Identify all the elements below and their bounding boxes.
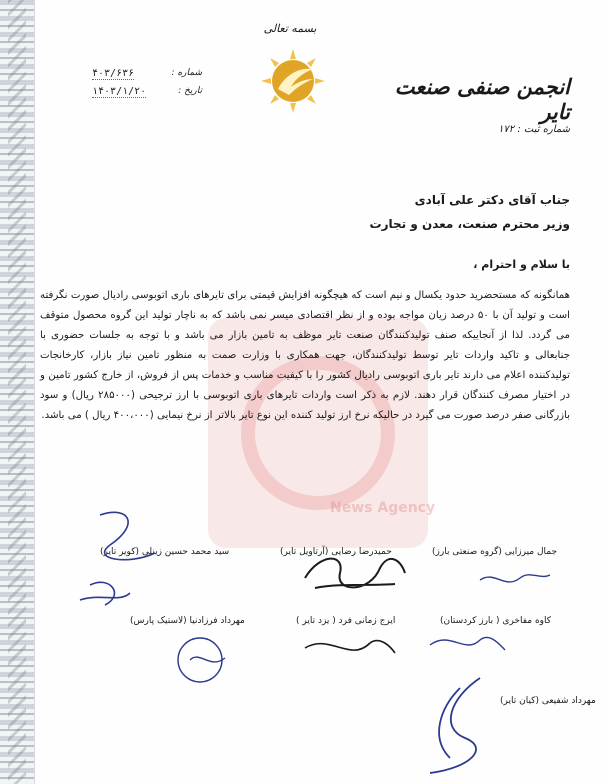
signatory-6: مهرداد فرزادنیا (لاستیک پارس) bbox=[130, 616, 245, 626]
watermark-text: News Agency bbox=[330, 500, 436, 516]
handwritten-signature-6 bbox=[170, 630, 240, 685]
letter-number-value: ۴۰۳/۶۳۶ bbox=[92, 68, 135, 79]
organization-name: انجمن صنفی صنعت تایر bbox=[394, 74, 570, 124]
bismillah: بسمه تعالی bbox=[263, 22, 317, 35]
letter-number-label: شماره : bbox=[171, 68, 202, 78]
recipient-block bbox=[320, 188, 570, 236]
scan-binding-edge bbox=[0, 0, 35, 784]
letter-date-row bbox=[92, 86, 202, 98]
letter-body: همانگونه که مستحضرید حدود یکسال و نیم است که هیچگونه افزایش قیمتی برای تایرهای باری اتوبوسی رادیال صورت نگرفته است و تولید آن با ۵۰ درصد زیان مواجه بوده و از نظر اقتصادی میسر نمی باشد که به ناچار تولید این گروه محصول متوقف می گردد. لذا از آنجاییکه صنف تولیدکنندگان صنعت تایر موظف به تامین بازار می باشد و با توجه به جلسات حضوری با جنابعالی و تاکید واردات تایر توسط تولیدکنندگان، جهت همکاری با وزارت صمت به منظور تامین نیاز بازار، کارخانجات تولیدکننده اعلام می دارند تایر باری اتوبوسی رادیال کشور را با کیفیت مناسب و خدمات پس از فروش، از خارج کشور تامین و در اختیار مصرف کنندگان قرار دهند. لازم به ذکر است واردات تایرهای باری اتوبوسی با ارز ترجیحی (۲۸۵۰۰۰ ریال) و سود بازرگانی صفر درصد صورت می گیرد در حالیکه نرخ ارز تولید کننده این نوع تایر بالاتر از نرخ نیمایی (۴۰۰،۰۰۰ ریال ) می باشد. bbox=[40, 290, 570, 421]
signatory-1: جمال میرزایی (گروه صنعتی بارز) bbox=[432, 547, 558, 557]
letter-date-value: ۱۴۰۳/۱/۲۰ bbox=[92, 86, 147, 97]
greeting: با سلام و احترام ، bbox=[473, 258, 570, 271]
handwritten-signature-1 bbox=[470, 560, 560, 600]
registration-number: شماره ثبت : ۱۷۲ bbox=[498, 124, 570, 135]
signatory-5: ایرج زمانی فرد ( یزد تایر ) bbox=[296, 616, 396, 626]
letter-meta bbox=[92, 68, 202, 104]
recipient-title: وزیر محترم صنعت، معدن و تجارت bbox=[369, 217, 570, 231]
handwritten-signature-7 bbox=[410, 668, 510, 778]
handwritten-signature-2 bbox=[300, 548, 410, 598]
signatory-2: حمیدرضا رضایی (آرتاویل تایر) bbox=[280, 547, 392, 557]
handwritten-signature-3 bbox=[70, 505, 190, 615]
signatory-4: کاوه مفاخری ( بارز کردستان) bbox=[440, 616, 552, 626]
handwritten-signature-4 bbox=[420, 620, 510, 660]
handwritten-signature-5 bbox=[300, 628, 400, 668]
recipient-name: جناب آقای دکتر علی آبادی bbox=[414, 193, 570, 207]
sun-wing-logo-icon bbox=[258, 46, 328, 116]
signatory-7: مهرداد شفیعی (کیان تایر) bbox=[500, 696, 596, 706]
signatory-3: سید محمد حسین زینلی (کویر تایر) bbox=[100, 547, 230, 557]
letter-number-row bbox=[92, 68, 202, 80]
letter-date-label: تاریخ : bbox=[178, 86, 202, 96]
